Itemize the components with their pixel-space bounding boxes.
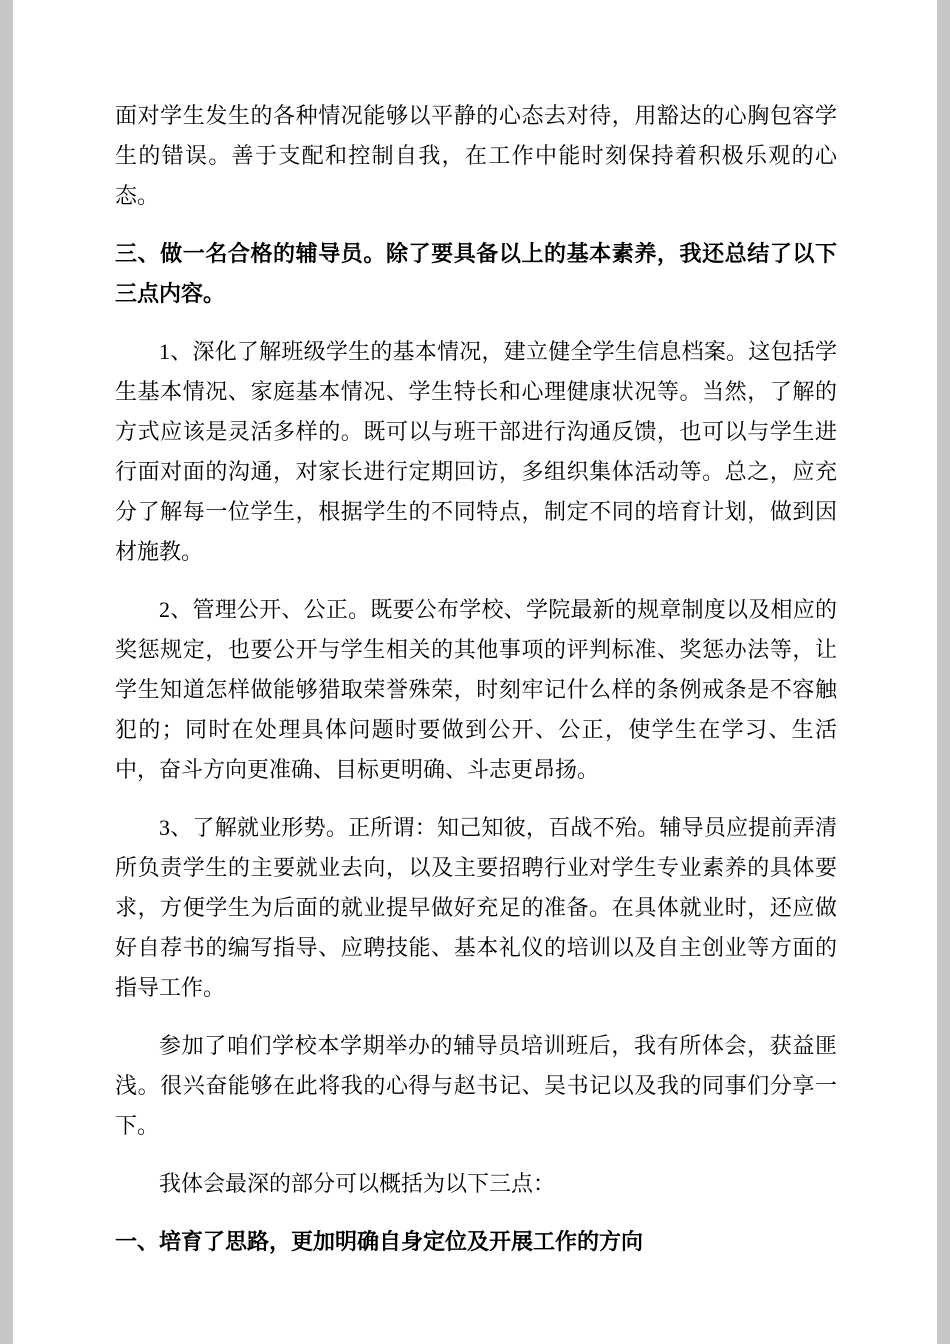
document-paragraph: 我体会最深的部分可以概括为以下三点： <box>159 1171 556 1196</box>
document-paragraph: 3、了解就业形势。正所谓：知己知彼，百战不殆。辅导员应提前弄清所负责学生的主要就业去向，以及主要招聘行业对学生专业素养的具体要求，方便学生为后面的就业提早做好充足的准备。在具体就业时，还应做好自荐书的编写指导、应聘技能、基本礼仪的培训以及自主创业等方面的指导工作。 <box>115 815 837 1000</box>
document-content <box>13 0 937 1320</box>
document-heading: 三、做一名合格的辅导员。除了要具备以上的基本素养，我还总结了以下三点内容。 <box>115 241 837 306</box>
document-heading: 一、培育了思路，更加明确自身定位及开展工作的方向 <box>115 1229 644 1254</box>
document-page <box>13 0 937 1344</box>
document-paragraph: 面对学生发生的各种情况能够以平静的心态去对待，用豁达的心胸包容学生的错误。善于支配和控制自我，在工作中能时刻保持着积极乐观的心态。 <box>115 103 837 208</box>
document-paragraph: 参加了咱们学校本学期举办的辅导员培训班后，我有所体会，获益匪浅。很兴奋能够在此将我的心得与赵书记、吴书记以及我的同事们分享一下。 <box>115 1033 837 1138</box>
document-paragraph: 2、管理公开、公正。既要公布学校、学院最新的规章制度以及相应的奖惩规定，也要公开与学生相关的其他事项的评判标准、奖惩办法等，让学生知道怎样做能够猎取荣誉殊荣，时刻牢记什么样的条例戒条是不容触犯的；同时在处理具体问题时要做到公开、公正，使学生在学习、生活中，奋斗方向更准确、目标更明确、斗志更昂扬。 <box>115 597 837 782</box>
document-paragraph: 1、深化了解班级学生的基本情况，建立健全学生信息档案。这包括学生基本情况、家庭基本情况、学生特长和心理健康状况等。当然，了解的方式应该是灵活多样的。既可以与班干部进行沟通反馈，也可以与学生进行面对面的沟通，对家长进行定期回访，多组织集体活动等。总之，应充分了解每一位学生，根据学生的不同特点，制定不同的培育计划，做到因材施教。 <box>115 339 837 564</box>
